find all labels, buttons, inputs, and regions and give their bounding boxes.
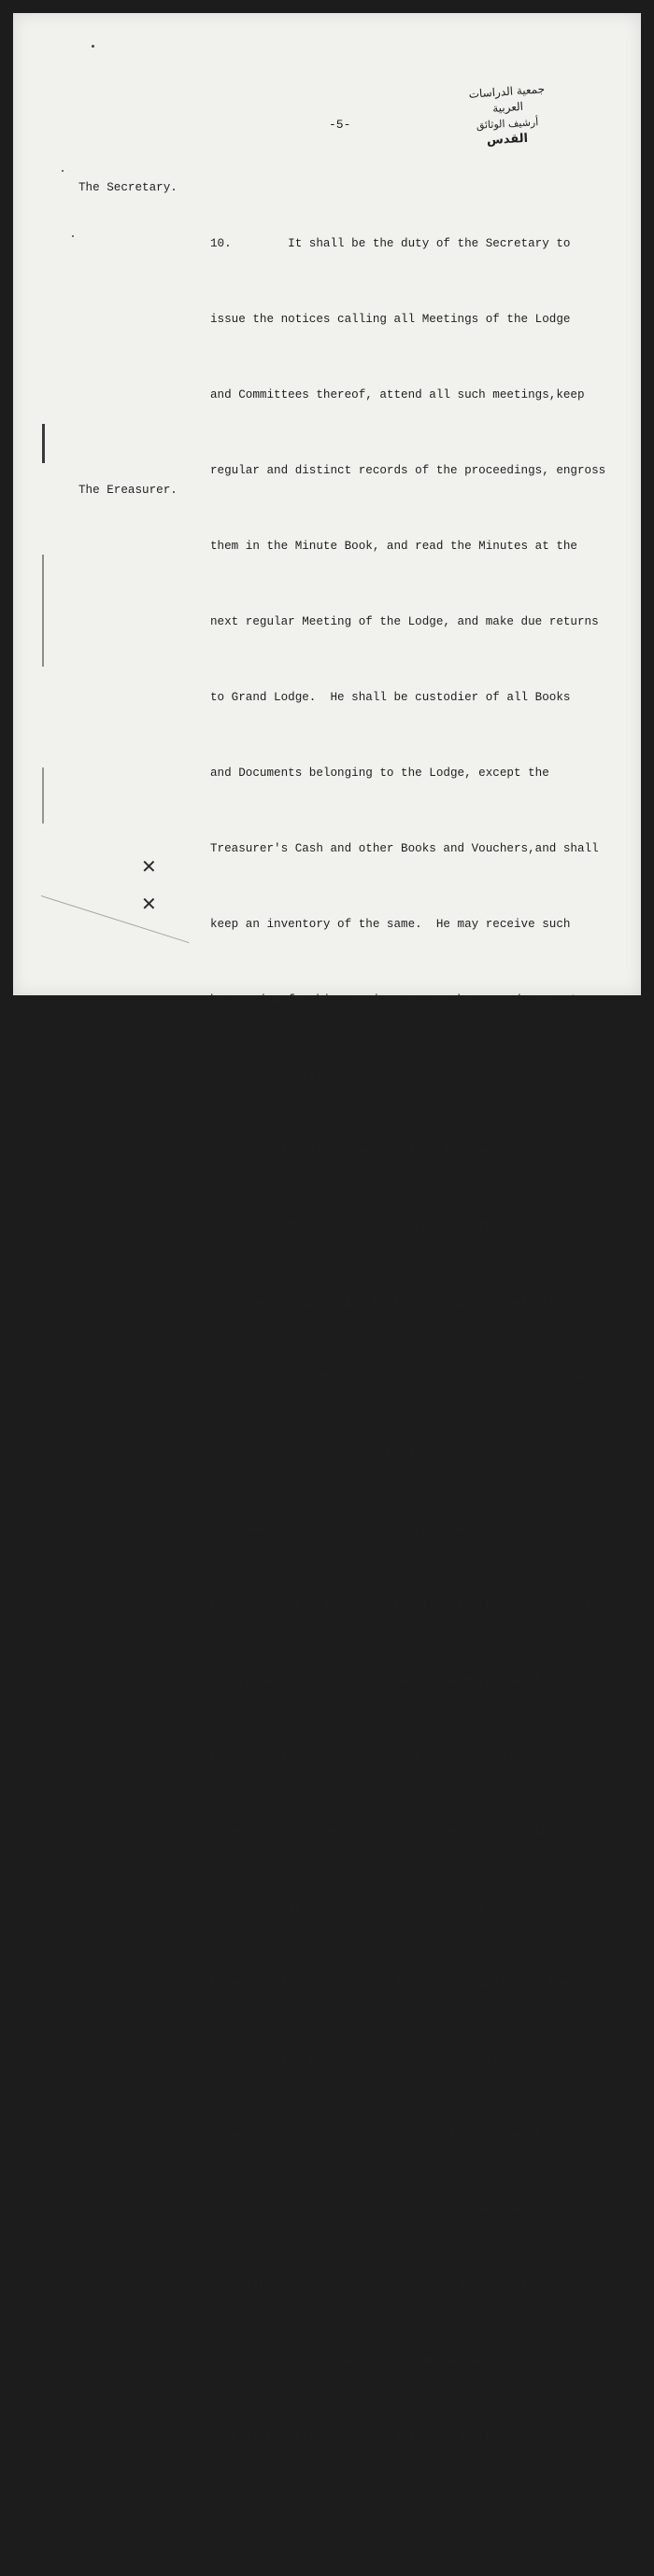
binding-mark — [42, 424, 45, 463]
text-line: He may be called upon at any time by the Committee — [210, 2128, 563, 2141]
text-line: to Grand Lodge. He shall be custodier of all Books — [210, 691, 571, 704]
text-line: a correct account of his whole intromissions with the — [210, 1372, 585, 1385]
text-line: shall close his books and prepare an Abstract State- — [210, 2355, 577, 2368]
treasurer-heading: The Ereasurer. — [78, 484, 178, 497]
archive-stamp — [456, 84, 559, 148]
text-line: the Annual Meeting. — [210, 1069, 345, 1082]
text-line: keep an inventory of the same. He may receive such — [210, 918, 571, 931]
text-line: ment of Receipts and Expenditure and a Balance Sheet — [210, 2430, 577, 2443]
text-line: funds of the Lodge. He shall keep a Bank Account in — [210, 1447, 577, 1460]
text-line: not retain in his hands at any time more than Five — [210, 1674, 563, 1687]
binding-mark — [42, 555, 44, 667]
ink-speck — [72, 235, 74, 237]
text-line: Master or the Brother who presides in his absence. — [210, 2052, 563, 2065]
binding-mark — [42, 767, 44, 823]
body-text — [210, 181, 640, 2576]
text-line: the name of the Lodge, to be operated upon by the — [210, 1523, 557, 1536]
text-line: them in the Minute Book, and read the Minutes at the — [210, 540, 577, 553]
text-line: custodier of, all monies belonging to the Lodge. He — [210, 1220, 571, 1233]
document-page — [13, 13, 641, 2519]
stamp-line-3: القدس — [486, 131, 529, 148]
text-line: and Documents belonging to the Lodge, except the — [210, 767, 549, 780]
stamp-line-2: أرشيف الوثائق — [476, 116, 539, 132]
paper-fold-crease — [32, 895, 189, 1006]
text-line: 10. It shall be the duty of the Secretary to — [210, 237, 571, 250]
stamp-line-1: جمعية الدراسات العربية — [468, 82, 546, 116]
text-line: regular and distinct records of the proceedings, engross — [210, 464, 606, 477]
text-line: 11. The Treasurer shall collect and shall be — [210, 1145, 563, 1158]
text-line: for submission to the Auditors. — [210, 2506, 430, 2519]
page-number: -5- — [329, 118, 351, 132]
text-line: each financial year, viz. 1st Saturday of October, he — [210, 2279, 585, 2292]
text-line: or the Committee thereof, and all other claims after — [210, 1901, 577, 1914]
text-line: for an account of his intromissions. At the end of — [210, 2203, 571, 2217]
text-line: Pounds of the Lodge Funds. He shall pay all Grand — [210, 1750, 563, 1763]
text-line: and Committees thereof, attend all such meetings,keep — [210, 388, 585, 401]
text-line: Treasurer's Cash and other Books and Vouchers,and shall — [210, 842, 599, 855]
ink-speck — [62, 170, 64, 172]
text-line: Lodge dues irrespective of any order from the Lodge — [210, 1825, 571, 1838]
text-line: Master, and the Treasurer for the time being. He shall — [210, 1598, 599, 1612]
text-line: next regular Meeting of the Lodge, and make due returns — [210, 615, 599, 628]
secretary-heading: The Secretary. — [78, 181, 178, 194]
text-line: being sanctioned by the Lodge and initialled by the — [210, 1977, 571, 1990]
text-line: shall be provided with Books, wherein he shall keep — [210, 1296, 571, 1309]
ink-speck — [92, 45, 94, 48]
pencil-x-mark: ✕ — [141, 855, 157, 878]
pencil-x-mark: ✕ — [141, 893, 157, 915]
text-line: issue the notices calling all Meetings of the Lodge — [210, 313, 571, 326]
text-line: honorarium for his services as may be agreed upon at — [210, 993, 577, 1006]
